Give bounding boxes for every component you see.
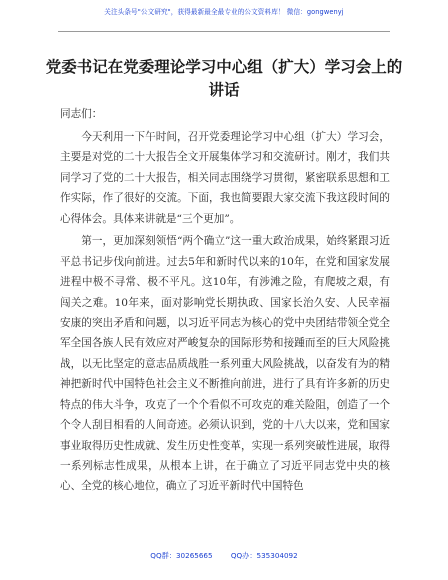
document-body (60, 104, 390, 499)
footer-contact: QQ群：30265665 QQ办：535304092 (150, 551, 298, 560)
paragraph-intro: 今天利用一下午时间，召开党委理论学习中心组（扩大）学习会，主要是对党的二十大报告全文开展集体学习和交流研讨。刚才，我们共同学习了党的二十大报告，相关同志围绕学习贯彻，紧密联系思想和工作实际，作了很好的交流。下面，我也简要跟大家交流下我这段时间的心得体会。具体来讲就是“三个更加”。 (60, 130, 390, 225)
salutation: 同志们： (60, 108, 103, 120)
document-title: 党委书记在党委理论学习中心组（扩大）学习会上的讲话 (45, 57, 403, 99)
header-promo-note: 关注头条号"公文研究"，获得最新最全最专业的公文资料库！ 微信：gongwenyj (104, 8, 344, 16)
header-divider (58, 31, 390, 32)
paragraph-first-point: 第一，更加深刻领悟“两个确立”这一重大政治成果，始终紧跟习近平总书记步伐向前进。过去5年和新时代以来的10年，在党和国家发展进程中极不寻常、极不平凡。这10年，有涉滩之险，有爬坡之艰，有闯关之难。10年来，面对影响党长期执政、国家长治久安、人民幸福安康的突出矛盾和问题，以习近平同志为核心的党中央团结带领全党全军全国各族人民有效应对严峻复杂的国际形势和接踵而至的巨大风险挑战，以无比坚定的意志品质战胜一系列重大风险挑战，以奋发有为的精神把新时代中国特色社会主义不断推向前进，进行了具有许多新的历史特点的伟大斗争，攻克了一个个看似不可攻克的难关险阻，创造了一个个令人刮目相看的人间奇迹。必须认识到，党的十八大以来，党和国家事业取得历史性成就、发生历史性变革，实现一系列突破性进展，取得一系列标志性成果，从根本上讲，在于确立了习近平同志党中央的核心、全党的核心地位，确立了习近平新时代中国特色 (60, 235, 390, 493)
